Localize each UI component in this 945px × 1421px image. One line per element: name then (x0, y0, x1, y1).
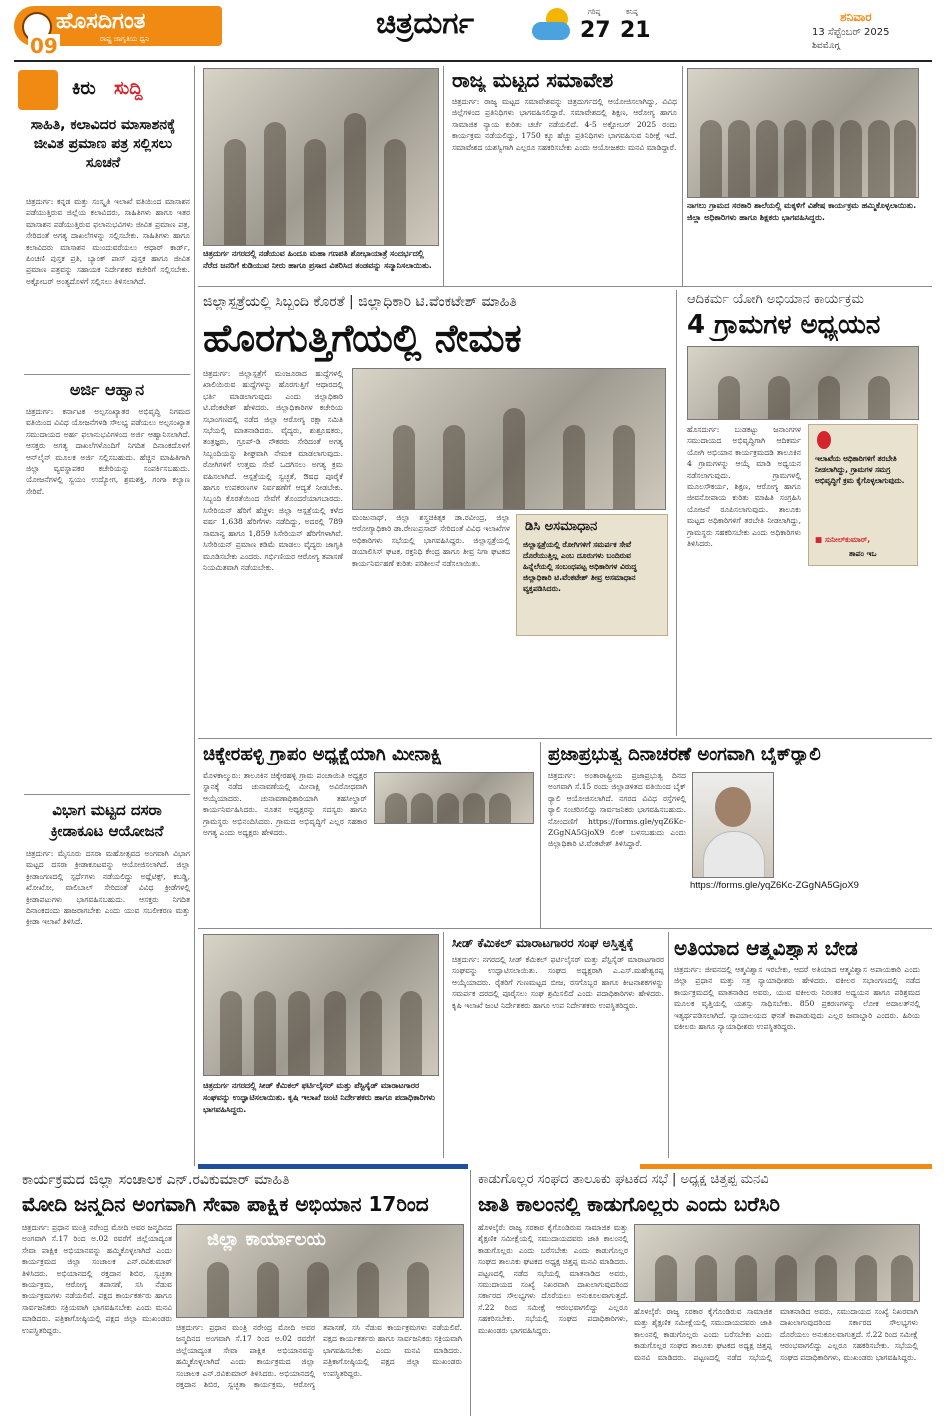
masthead (0, 0, 945, 60)
modi-body: ಚಿತ್ರದುರ್ಗ: ಪ್ರಧಾನ ಮಂತ್ರಿ ನರೇಂದ್ರ ಮೋದಿ ಅವರ ಜನ್ಮದಿನದ ಅಂಗವಾಗಿ ಸೆ.17 ರಿಂದ ಅ.02 ರವರೆಗೆ ಜಿಲ್ಲೆಯಾದ್ಯಂತ ಸೇವಾ ಪಾಕ್ಷಿಕ ಅಭಿಯಾನವನ್ನು ಹಮ್ಮಿಕೊಳ್ಳಲಾಗಿದೆ ಎಂದು ಕಾರ್ಯಕ್ರಮದ ಜಿಲ್ಲಾ ಸಂಚಾಲಕ ಎನ್.ರವಿಕುಮಾರ್ ತಿಳಿಸಿದರು. ಅಭಿಯಾನದಲ್ಲಿ ರಕ್ತದಾನ ಶಿಬಿರ, ಸ್ವಚ್ಛತಾ ಕಾರ್ಯಕ್ರಮ, ಆರೋಗ್ಯ ತಪಾಸಣೆ, ಸಸಿ ನೆಡುವ ಕಾರ್ಯಕ್ರಮಗಳು ನಡೆಯಲಿವೆ. ಪಕ್ಷದ ಕಾರ್ಯಕರ್ತರು ಹಾಗೂ ಸಾರ್ವಜನಿಕರು ಸಕ್ರಿಯವಾಗಿ ಭಾಗವಹಿಸಬೇಕು ಎಂದು ಮನವಿ ಮಾಡಿದರು. ಪತ್ರಿಕಾಗೋಷ್ಠಿಯಲ್ಲಿ ಪಕ್ಷದ ಜಿಲ್ಲಾ ಮುಖಂಡರು ಉಪಸ್ಥಿತರಿದ್ದರು. (22, 1223, 172, 1335)
rajya-body: ಚಿತ್ರದುರ್ಗ: ರಾಜ್ಯ ಮಟ್ಟದ ಸಮಾವೇಶವನ್ನು ಚಿತ್ರದುರ್ಗದಲ್ಲಿ ಆಯೋಜಿಸಲಾಗಿದ್ದು, ವಿವಿಧ ಜಿಲ್ಲೆಗಳಿಂದ ಪ್ರತಿನಿಧಿಗಳು ಭಾಗವಹಿಸಲಿದ್ದಾರೆ. ಸಮಾವೇಶದಲ್ಲಿ ಶಿಕ್ಷಣ, ಆರೋಗ್ಯ ಹಾಗೂ ಸಾಮಾಜಿಕ ನ್ಯಾಯ ಕುರಿತು ಚರ್ಚೆ ನಡೆಯಲಿದೆ. 4-5 ಅಕ್ಟೋಬರ್ 2025 ರಂದು ಕಾರ್ಯಕ್ರಮ ನಡೆಯಲಿದ್ದು, 1750 ಕ್ಕೂ ಹೆಚ್ಚು ಪ್ರತಿನಿಧಿಗಳು ಭಾಗವಹಿಸುವ ನಿರೀಕ್ಷೆ ಇದೆ. ಸಮಾವೇಶದ ಯಶಸ್ವಿಗಾಗಿ ಎಲ್ಲರೂ ಸಹಕರಿಸಬೇಕು ಎಂದು ಆಯೋಜಕರು ಮನವಿ ಮಾಡಿದ್ದಾರೆ. (452, 97, 677, 152)
issue-place: ಶಿವಮೊಗ್ಗ (812, 41, 840, 51)
modi-headline: ಮೋದಿ ಜನ್ಮದಿನ ಅಂಗವಾಗಿ ಸೇವಾ ಪಾಕ್ಷಿಕ ಅಭಿಯಾನ 17ರಿಂದ (22, 1192, 429, 1216)
kadugolla-body-cont: ಹೊಳಲ್ಕೆರೆ: ರಾಜ್ಯ ಸರಕಾರ ಕೈಗೊಂಡಿರುವ ಸಾಮಾಜಿಕ ಮತ್ತು ಶೈಕ್ಷಣಿಕ ಸಮೀಕ್ಷೆಯಲ್ಲಿ ಸಮುದಾಯದವರು ಜಾತಿ ಕಾಲಂನಲ್ಲಿ ಕಾಡುಗೊಲ್ಲರು ಎಂದು ಬರೆಸಬೇಕು ಎಂದು ಕಾಡುಗೊಲ್ಲರ ಸಂಘದ ತಾಲೂಕು ಘಟಕದ ಅಧ್ಯಕ್ಷ ಚಿತ್ತಪ್ಪ ಮನವಿ ಮಾಡಿದರು. ಪಟ್ಟಣದಲ್ಲಿ ನಡೆದ ಸಭೆಯಲ್ಲಿ ಮಾತನಾಡಿದ ಅವರು, ಸಮುದಾಯದ ಸಂಖ್ಯೆ ನಿಖರವಾಗಿ ದಾಖಲಾಗುವುದರಿಂದ ಸರ್ಕಾರದ ಸೌಲಭ್ಯಗಳು ದೊರೆಯಲು ಅನುಕೂಲವಾಗುತ್ತದೆ. ಸೆ.22 ರಿಂದ ಸಮೀಕ್ಷೆ ಆರಂಭವಾಗಲಿದ್ದು ಎಲ್ಲರೂ ಸಹಕರಿಸಬೇಕು. ಸಭೆಯಲ್ಲಿ ಸಂಘದ ಪದಾಧಿಕಾರಿಗಳು, ಮುಖಂಡರು ಭಾಗವಹಿಸಿದ್ದರು. (634, 1307, 918, 1362)
kiru-body-1: ಚಿತ್ರದುರ್ಗ: ಕನ್ನಡ ಮತ್ತು ಸಂಸ್ಕೃತಿ ಇಲಾಖೆ ವತಿಯಿಂದ ಮಾಸಾಶನ ಪಡೆಯುತ್ತಿರುವ ಜಿಲ್ಲೆಯ ಕಲಾವಿದರು, ಸಾಹಿತಿಗಳು ಹಾಗೂ ಇತರ ಮಾಸಾಶನ ಪಡೆಯುತ್ತಿರುವ ಫಲಾನುಭವಿಗಳು ಜೀವಿತ ಪ್ರಮಾಣ ಪತ್ರ, ಸೇರಿದಂತೆ ಅಗತ್ಯ ದಾಖಲೆಗಳನ್ನು ಸಲ್ಲಿಸಬೇಕು. ಸಾಹಿತಿಗಳು ಹಾಗೂ ಕಲಾವಿದರು ಮಾಸಾಶನ ಮುಂದುವರೆಯಲು ಆಧಾರ್ ಕಾರ್ಡ್, ಪಿಂಚಣಿ ಪುಸ್ತಕ ಪ್ರತಿ, ಬ್ಯಾಂಕ್ ಪಾಸ್ ಪುಸ್ತಕ ಹಾಗೂ ಜೀವಿತ ಪ್ರಮಾಣ ಪತ್ರವನ್ನು ಸಹಾಯಕ ನಿರ್ದೇಶಕರ ಕಚೇರಿಗೆ ಸಲ್ಲಿಸಬೇಕು. ಅಕ್ಟೋಬರ್ ಅಂತ್ಯದೊಳಗೆ ಸಲ್ಲಿಸಲು ತಿಳಿಸಲಾಗಿದೆ. (26, 197, 190, 286)
quote-text: ಇಲಾಖೆಯ ಅಧಿಕಾರಿಗಳಿಗೆ ತರಬೇತಿ ನೀಡಲಾಗಿದ್ದು, ಗ್ರಾಮಗಳ ಸಮಗ್ರ ಅಭಿವೃದ್ಧಿಗೆ ಕ್ರಮ ಕೈಗೊಳ್ಳಲಾಗುವುದು. (815, 454, 905, 485)
modi-photo (176, 1224, 464, 1318)
section-divider-orange (640, 1164, 932, 1169)
prajaprabhutva-headline: ಪ್ರಜಾಪ್ರಭುತ್ವ ದಿನಾಚರಣೆ ಅಂಗವಾಗಿ ಬೈಕ್‌ರ್‍ಯಾಲಿ (548, 744, 821, 765)
kiru-headline-3: ವಿಭಾಗ ಮಟ್ಟದ ದಸರಾ ಕ್ರೀಡಾಕೂಟ ಆಯೋಜನೆ (50, 801, 164, 840)
dc-callout-body: ಜಿಲ್ಲಾಸ್ಪತ್ರೆಯಲ್ಲಿ ರೋಗಿಗಳಿಗೆ ಸಮರ್ಪಕ ಸೇವೆ ದೊರೆಯುತ್ತಿಲ್ಲ ಎಂಬ ದೂರುಗಳು ಬಂದಿರುವ ಹಿನ್ನೆಲೆಯಲ್ಲಿ ಸಂಬಂಧಪಟ್ಟ ಅಧಿಕಾರಿಗಳ ವಿರುದ್ಧ ಜಿಲ್ಲಾಧಿಕಾರಿ ಟಿ.ವೆಂಕಟೇಶ್ ತೀವ್ರ ಅಸಮಾಧಾನ ವ್ಯಕ್ತಪಡಿಸಿದರು. (523, 540, 637, 593)
athiyada-headline: ಅತಿಯಾದ ಆತ್ಮವಿಶ್ವಾಸ ಬೇಡ (674, 936, 858, 960)
prajaprabhutva-body: ಚಿತ್ರದುರ್ಗ: ಅಂತಾರಾಷ್ಟ್ರೀಯ ಪ್ರಜಾಪ್ರಭುತ್ವ ದಿನದ ಅಂಗವಾಗಿ ಸೆ.15 ರಂದು ಜಿಲ್ಲಾಡಳಿತದ ವತಿಯಿಂದ ಬೈಕ್ ರ್‍ಯಾಲಿ ಆಯೋಜಿಸಲಾಗಿದೆ. ನಗರದ ವಿವಿಧ ರಸ್ತೆಗಳಲ್ಲಿ ರ್‍ಯಾಲಿ ಸಂಚರಿಸಲಿದ್ದು ಸಾರ್ವಜನಿಕರು ಭಾಗವಹಿಸಬಹುದು. ನೋಂದಣಿಗೆ https://forms.gle/yqZ6Kc-ZGgNA5GjoX9 ಲಿಂಕ್ ಬಳಸಬಹುದು ಎಂದು ಜಿಲ್ಲಾಧಿಕಾರಿ ಟಿ.ವೆಂಕಟೇಶ್ ತಿಳಿಸಿದ್ದಾರೆ. (548, 771, 686, 849)
min-temp: 21 (620, 18, 651, 43)
kadugolla-body: ಹೊಳಲ್ಕೆರೆ: ರಾಜ್ಯ ಸರಕಾರ ಕೈಗೊಂಡಿರುವ ಸಾಮಾಜಿಕ ಮತ್ತು ಶೈಕ್ಷಣಿಕ ಸಮೀಕ್ಷೆಯಲ್ಲಿ ಸಮುದಾಯದವರು ಜಾತಿ ಕಾಲಂನಲ್ಲಿ ಕಾಡುಗೊಲ್ಲರು ಎಂದು ಬರೆಸಬೇಕು ಎಂದು ಕಾಡುಗೊಲ್ಲರ ಸಂಘದ ತಾಲೂಕು ಘಟಕದ ಅಧ್ಯಕ್ಷ ಚಿತ್ತಪ್ಪ ಮನವಿ ಮಾಡಿದರು. ಪಟ್ಟಣದಲ್ಲಿ ನಡೆದ ಸಭೆಯಲ್ಲಿ ಮಾತನಾಡಿದ ಅವರು, ಸಮುದಾಯದ ಸಂಖ್ಯೆ ನಿಖರವಾಗಿ ದಾಖಲಾಗುವುದರಿಂದ ಸರ್ಕಾರದ ಸೌಲಭ್ಯಗಳು ದೊರೆಯಲು ಅನುಕೂಲವಾಗುತ್ತದೆ. ಸೆ.22 ರಿಂದ ಸಮೀಕ್ಷೆ ಆರಂಭವಾಗಲಿದ್ದು ಎಲ್ಲರೂ ಸಹಕರಿಸಬೇಕು. ಸಭೆಯಲ್ಲಿ ಸಂಘದ ಪದಾಧಿಕಾರಿಗಳು, ಮುಖಂಡರು ಭಾಗವಹಿಸಿದ್ದರು. (478, 1223, 628, 1335)
lead-headline: ಹೊರಗುತ್ತಿಗೆಯಲ್ಲಿ ನೇಮಕ (203, 316, 522, 360)
kadugolla-headline: ಜಾತಿ ಕಾಲಂನಲ್ಲಿ ಕಾಡುಗೊಲ್ಲರು ಎಂದು ಬರೆಸಿರಿ (478, 1192, 780, 1216)
finger-icon (18, 70, 58, 110)
adikarmayogi-kicker: ಆದಿಕರ್ಮ ಯೋಗಿ ಅಭಿಯಾನ ಕಾರ್ಯಕ್ರಮ (687, 292, 864, 307)
ganapathi-photo-caption: ಚಿತ್ರದುರ್ಗ ನಗರದಲ್ಲಿ ನಡೆಯುವ ಹಿಂದೂ ಮಹಾ ಗಣಪತಿ ಶೋಭಾಯಾತ್ರೆ ಸಂದರ್ಭದಲ್ಲಿ ನೆರೆದ ಜನರಿಗೆ ಕುಡಿಯುವ ನೀರು ಹಾಗೂ ಪ್ರಸಾದ ವಿತರಿಸಿದ ತಂಡವನ್ನು ಸನ್ಮಾನಿಸಲಾಯಿತು. (203, 249, 432, 270)
dc-callout-title: ಡಿಸಿ ಅಸಮಾಧಾನ (525, 519, 598, 534)
ganapathi-photo (203, 68, 439, 246)
lead-kicker: ಜಿಲ್ಲಾಸ್ಪತ್ರೆಯಲ್ಲಿ ಸಿಬ್ಬಂದಿ ಕೊರತೆ | ಜಿಲ್ಲಾಧಿಕಾರಿ ಟಿ.ವೆಂಕಟೇಶ್ ಮಾಹಿತಿ (203, 294, 517, 310)
quote-author: ■ ಸುನೀಲ್‌ಕುಮಾರ್, (815, 535, 871, 544)
issue-day: ಶನಿವಾರ (840, 10, 872, 24)
kiru-suddi-column (14, 66, 190, 1166)
kiru-label-block (14, 68, 184, 112)
kiru-label-a: ಕಿರು (72, 78, 96, 99)
chikkerahalli-headline: ಚಿಕ್ಕೇರಹಳ್ಳಿ ಗ್ರಾಪಂ ಅಧ್ಯಕ್ಷೆಯಾಗಿ ಮೀನಾಕ್ಷಿ (203, 744, 442, 765)
lead-body-col2: ಮಂಜುನಾಥ್, ಜಿಲ್ಲಾ ಶಸ್ತ್ರಚಿಕಿತ್ಸಕ ಡಾ.ರವೀಂದ್ರ, ಜಿಲ್ಲಾ ಆರೋಗ್ಯಾಧಿಕಾರಿ ಡಾ.ರೇಣುಪ್ರಸಾದ್ ಸೇರಿದಂತೆ ವಿವಿಧ ಇಲಾಖೆಗಳ ಅಧಿಕಾರಿಗಳು ಸಭೆಯಲ್ಲಿ ಭಾಗವಹಿಸಿದ್ದರು. ಜಿಲ್ಲಾಸ್ಪತ್ರೆಯಲ್ಲಿ ಡಯಾಲಿಸಿಸ್ ಘಟಕ, ರಕ್ತನಿಧಿ ಕೇಂದ್ರ ಹಾಗೂ ತೀವ್ರ ನಿಗಾ ಘಟಕದ ಕಾರ್ಯನಿರ್ವಹಣೆ ಕುರಿತು ಪರಿಶೀಲನೆ ನಡೆಸಲಾಯಿತು. (352, 513, 510, 568)
adikarmayogi-photo (687, 346, 919, 420)
rajya-headline: ರಾಜ್ಯ ಮಟ್ಟದ ಸಮಾವೇಶ (452, 68, 614, 92)
adikarmayogi-quote-box (808, 424, 918, 566)
kadugolla-photo (634, 1224, 920, 1302)
modi-kicker: ಕಾರ್ಯಕ್ರಮದ ಜಿಲ್ಲಾ ಸಂಚಾಲಕ ಎನ್.ರವಿಕುಮಾರ್ ಮಾಹಿತಿ (22, 1172, 290, 1188)
max-temp-label: ಗರಿಷ್ಠ (588, 8, 601, 16)
kiru-headline-1: ಸಾಹಿತಿ, ಕಲಾವಿದರ ಮಾಸಾಶನಕ್ಕೆ ಜೀವಿತ ಪ್ರಮಾಣ ಪತ್ರ ಸಲ್ಲಿಸಲು ಸೂಚನೆ (30, 117, 176, 171)
page-number: 09 (30, 34, 58, 58)
dc-callout (516, 514, 668, 636)
section-divider-blue (198, 1164, 468, 1169)
school-photo (687, 68, 919, 198)
seeds-body: ಚಿತ್ರದುರ್ಗ: ನಗರದಲ್ಲಿ ಸೀಡ್ ಕೆಮಿಕಲ್ ಫರ್ಟಿಲೈಸರ್ ಮತ್ತು ಪೆಸ್ಟಿಸೈಡ್ ಮಾರಾಟಗಾರರ ಸಂಘವನ್ನು ಉದ್ಘಾಟಿಸಲಾಯಿತು. ಸಂಘದ ಅಧ್ಯಕ್ಷರಾಗಿ ಎ.ಎಸ್.ಮಹೇಶ್ವರಪ್ಪ ಆಯ್ಕೆಯಾದರು. ರೈತರಿಗೆ ಗುಣಮಟ್ಟದ ಬೀಜ, ರಸಗೊಬ್ಬರ ಹಾಗೂ ಕೀಟನಾಶಕಗಳನ್ನು ಸಮರ್ಪಕ ದರದಲ್ಲಿ ಪೂರೈಸಲು ಸಂಘ ಶ್ರಮಿಸಲಿದೆ ಎಂದು ಪದಾಧಿಕಾರಿಗಳು ಹೇಳಿದರು. ಕೃಷಿ ಇಲಾಖೆ ಜಂಟಿ ನಿರ್ದೇಶಕರು ಹಾಗೂ ಉಪ ನಿರ್ದೇಶಕರು ಉಪಸ್ಥಿತರಿದ್ದರು. (452, 955, 664, 1010)
seeds-photo-caption: ಚಿತ್ರದುರ್ಗ ನಗರದಲ್ಲಿ ಸೀಡ್ ಕೆಮಿಕಲ್ ಫರ್ಟಿಲೈಸರ್ ಮತ್ತು ಪೆಸ್ಟಿಸೈಡ್ ಮಾರಾಟಗಾರರ ಸಂಘವನ್ನು ಉದ್ಘಾಟಿಸಲಾಯಿತು. ಕೃಷಿ ಇಲಾಖೆ ಜಂಟಿ ನಿರ್ದೇಶಕರು ಹಾಗೂ ಪದಾಧಿಕಾರಿಗಳು ಭಾಗವಹಿಸಿದ್ದರು. (203, 1081, 436, 1114)
issue-date: 13 ಸೆಪ್ಟೆಂಬರ್ 2025 (812, 27, 890, 38)
logo-text: ಹೊಸದಿಗಂತ (56, 9, 146, 34)
adikarmayogi-body: ಹೊಸದುರ್ಗ: ಬುಡಕಟ್ಟು ಜನಾಂಗಗಳ ಸಮುದಾಯದ ಅಭಿವೃದ್ಧಿಗಾಗಿ ಆದಿಕರ್ಮ ಯೋಗಿ ಅಭಿಯಾನ ಕಾರ್ಯಕ್ರಮದಡಿ ತಾಲೂಕಿನ 4 ಗ್ರಾಮಗಳನ್ನು ಆಯ್ಕೆ ಮಾಡಿ ಅಧ್ಯಯನ ನಡೆಸಲಾಗುವುದು. ಗ್ರಾಮಗಳಲ್ಲಿ ಮೂಲಸೌಕರ್ಯ, ಶಿಕ್ಷಣ, ಆರೋಗ್ಯ ಹಾಗೂ ಜೀವನೋಪಾಯ ಕುರಿತು ಮಾಹಿತಿ ಸಂಗ್ರಹಿಸಿ ಯೋಜನೆ ರೂಪಿಸಲಾಗುವುದು. ತಾಲೂಕು ಮಟ್ಟದ ಅಧಿಕಾರಿಗಳಿಗೆ ತರಬೇತಿ ನೀಡಲಾಗಿದ್ದು, ಗ್ರಾಮಸ್ಥರು ಸಹಕರಿಸಬೇಕು ಎಂದು ಅಧಿಕಾರಿಗಳು ತಿಳಿಸಿದರು. (687, 425, 801, 549)
quote-drop-icon (817, 431, 831, 449)
logo-tagline: ರಾಷ್ಟ್ರ ಜಾಗೃತಿಯ ಧ್ವನಿ (100, 35, 150, 43)
kiru-body-3: ಚಿತ್ರದುರ್ಗ: ಮೈಸೂರು ದಸರಾ ಮಹೋತ್ಸವದ ಅಂಗವಾಗಿ ವಿಭಾಗ ಮಟ್ಟದ ದಸರಾ ಕ್ರೀಡಾಕೂಟವನ್ನು ಆಯೋಜಿಸಲಾಗಿದೆ. ಜಿಲ್ಲಾ ಕ್ರೀಡಾಂಗಣದಲ್ಲಿ ಸ್ಪರ್ಧೆಗಳು ನಡೆಯಲಿದ್ದು ಅಥ್ಲೆಟಿಕ್ಸ್, ಕಬಡ್ಡಿ, ಖೋಖೋ, ವಾಲಿಬಾಲ್ ಸೇರಿದಂತೆ ವಿವಿಧ ಕ್ರೀಡೆಗಳಲ್ಲಿ ಕ್ರೀಡಾಪಟುಗಳು ಭಾಗವಹಿಸಬಹುದು. ಆಸಕ್ತರು ನಿಗದಿತ ದಿನಾಂಕದಂದು ಹಾಜರಾಗಬೇಕು ಎಂದು ಯುವ ಸಬಲೀಕರಣ ಮತ್ತು ಕ್ರೀಡಾ ಇಲಾಖೆ ತಿಳಿಸಿದೆ. (26, 849, 190, 927)
quote-role: ತಾಪಂ ಇಒ (849, 549, 877, 558)
school-photo-caption: ನಾಗಲು ಗ್ರಾಮದ ಸರಕಾರಿ ಶಾಲೆಯಲ್ಲಿ ಮಕ್ಕಳಿಗೆ ವಿಶೇಷ ಕಾರ್ಯಕ್ರಮ ಹಮ್ಮಿಕೊಳ್ಳಲಾಯಿತು. ಜಿಲ್ಲಾ ಅಧಿಕಾರಿಗಳು ಹಾಗೂ ಶಿಕ್ಷಕರು ಭಾಗವಹಿಸಿದ್ದರು. (687, 201, 917, 222)
meeting-photo (352, 368, 666, 510)
portrait-photo (692, 772, 774, 878)
chikkerahalli-body: ಮೊಳಕಾಲ್ಮುರು: ತಾಲೂಕಿನ ಚಿಕ್ಕೇರಹಳ್ಳಿ ಗ್ರಾಮ ಪಂಚಾಯಿತಿ ಅಧ್ಯಕ್ಷರ ಸ್ಥಾನಕ್ಕೆ ನಡೆದ ಚುನಾವಣೆಯಲ್ಲಿ ಮೀನಾಕ್ಷಿ ಅವಿರೋಧವಾಗಿ ಆಯ್ಕೆಯಾದರು. ಚುನಾವಣಾಧಿಕಾರಿಯಾಗಿ ತಹಸೀಲ್ದಾರ್ ಕಾರ್ಯನಿರ್ವಹಿಸಿದರು. ನೂತನ ಅಧ್ಯಕ್ಷರನ್ನು ಸದಸ್ಯರು ಹಾಗೂ ಗ್ರಾಮಸ್ಥರು ಅಭಿನಂದಿಸಿದರು. ಗ್ರಾಮದ ಅಭಿವೃದ್ಧಿಗೆ ಎಲ್ಲರ ಸಹಕಾರ ಅಗತ್ಯ ಎಂದು ಅಧ್ಯಕ್ಷರು ಹೇಳಿದರು. (203, 771, 367, 838)
min-temp-label: ಕನಿಷ್ಠ (626, 8, 638, 16)
chikkerahalli-photo (374, 772, 534, 824)
seeds-headline: ಸೀಡ್ ಕೆಮಿಕಲ್ ಮಾರಾಟಗಾರರ ಸಂಘ ಅಸ್ತಿತ್ವಕ್ಕೆ (452, 936, 634, 950)
weather-sun-cloud-icon (532, 8, 574, 44)
modi-photo-label: ಜಿಲ್ಲಾ ಕಾರ್ಯಾಲಯ (207, 1229, 326, 1250)
max-temp: 27 (580, 18, 611, 43)
kadugolla-kicker: ಕಾಡುಗೊಲ್ಲರ ಸಂಘದ ತಾಲೂಕು ಘಟಕದ ಸಭೆ | ಅಧ್ಯಕ್ಷ ಚಿತ್ತಪ್ಪ ಮನವಿ (478, 1172, 769, 1187)
city-title: ಚಿತ್ರದುರ್ಗ (376, 6, 475, 41)
kiru-body-2: ಚಿತ್ರದುರ್ಗ: ಕರ್ನಾಟಕ ಅಲ್ಪಸಂಖ್ಯಾತರ ಅಭಿವೃದ್ಧಿ ನಿಗಮದ ವತಿಯಿಂದ ವಿವಿಧ ಯೋಜನೆಗಳಡಿ ಸೌಲಭ್ಯ ಪಡೆಯಲು ಅಲ್ಪಸಂಖ್ಯಾತ ಸಮುದಾಯದ ಅರ್ಹ ಫಲಾನುಭವಿಗಳಿಂದ ಅರ್ಜಿ ಆಹ್ವಾನಿಸಲಾಗಿದೆ. ಆಸಕ್ತರು ಅಗತ್ಯ ದಾಖಲೆಗಳೊಂದಿಗೆ ನಿಗದಿತ ದಿನಾಂಕದೊಳಗೆ ಆನ್‌ಲೈನ್ ಮೂಲಕ ಅರ್ಜಿ ಸಲ್ಲಿಸಬಹುದು. ಹೆಚ್ಚಿನ ಮಾಹಿತಿಗಾಗಿ ಜಿಲ್ಲಾ ವ್ಯವಸ್ಥಾಪಕರ ಕಚೇರಿಯನ್ನು ಸಂಪರ್ಕಿಸಬಹುದು. ಯೋಜನೆಗಳಲ್ಲಿ ಸ್ವಯಂ ಉದ್ಯೋಗ, ಶ್ರಮಶಕ್ತಿ, ಗಂಗಾ ಕಲ್ಯಾಣ ಸೇರಿವೆ. (26, 407, 190, 496)
lead-body: ಚಿತ್ರದುರ್ಗ: ಜಿಲ್ಲಾಸ್ಪತ್ರೆಗೆ ಮಂಜೂರಾದ ಹುದ್ದೆಗಳಲ್ಲಿ ಖಾಲಿಯಿರುವ ಹುದ್ದೆಗಳನ್ನು ಹೊರಗುತ್ತಿಗೆ ಆಧಾರದಲ್ಲಿ ಭರ್ತಿ ಮಾಡಲಾಗುವುದು ಎಂದು ಜಿಲ್ಲಾಧಿಕಾರಿ ಟಿ.ವೆಂಕಟೇಶ್ ಹೇಳಿದರು. ಜಿಲ್ಲಾಧಿಕಾರಿಗಳ ಕಚೇರಿಯ ಸಭಾಂಗಣದಲ್ಲಿ ನಡೆದ ಜಿಲ್ಲಾ ಆರೋಗ್ಯ ರಕ್ಷಾ ಸಮಿತಿ ಸಭೆಯಲ್ಲಿ ಮಾತನಾಡಿದರು. ವೈದ್ಯರು, ಶುಶ್ರೂಷಕರು, ತಂತ್ರಜ್ಞರು, ಗ್ರೂಪ್-ಡಿ ನೌಕರರು ಸೇರಿದಂತೆ ಅಗತ್ಯ ಸಿಬ್ಬಂದಿಯನ್ನು ಶೀಘ್ರವಾಗಿ ನೇಮಕ ಮಾಡಲಾಗುವುದು. ರೋಗಿಗಳಿಗೆ ಉತ್ತಮ ಸೇವೆ ಒದಗಿಸಲು ಅಗತ್ಯ ಕ್ರಮ ವಹಿಸಲಾಗಿದೆ. ಆಸ್ಪತ್ರೆಯಲ್ಲಿ ಸ್ವಚ್ಛತೆ, ಔಷಧ ಪೂರೈಕೆ ಹಾಗೂ ಉಪಕರಣಗಳ ನಿರ್ವಹಣೆಗೆ ಆದ್ಯತೆ ನೀಡಬೇಕು. ಸಿಬ್ಬಂದಿ ಕೊರತೆಯಿಂದ ಸೇವೆಗೆ ತೊಂದರೆಯಾಗಬಾರದು. ಸಿಸೇರಿಯನ್ ಹೆರಿಗೆ ಹೆಚ್ಚಳ: ಜಿಲ್ಲಾ ಆಸ್ಪತ್ರೆಯಲ್ಲಿ ಕಳೆದ ವರ್ಷ 1,638 ಹೆರಿಗೆಗಳು ನಡೆದಿದ್ದು, ಅದರಲ್ಲಿ 789 ಸಾಮಾನ್ಯ ಹಾಗೂ 1,859 ಸಿಸೇರಿಯನ್ ಹೆರಿಗೆಗಳಾಗಿವೆ. ಸಿಸೇರಿಯನ್ ಪ್ರಮಾಣ ಕಡಿಮೆ ಮಾಡಲು ವೈದ್ಯರು ಜಾಗೃತಿ ಮೂಡಿಸಬೇಕು ಎಂದರು. ಗರ್ಭಿಣಿಯರ ಆರೋಗ್ಯ ತಪಾಸಣೆ ನಿಯಮಿತವಾಗಿ ನಡೆಯಬೇಕು. (203, 369, 343, 572)
kiru-label-b: ಸುದ್ದಿ (114, 78, 143, 99)
modi-body-cont: ಚಿತ್ರದುರ್ಗ: ಪ್ರಧಾನ ಮಂತ್ರಿ ನರೇಂದ್ರ ಮೋದಿ ಅವರ ಜನ್ಮದಿನದ ಅಂಗವಾಗಿ ಸೆ.17 ರಿಂದ ಅ.02 ರವರೆಗೆ ಜಿಲ್ಲೆಯಾದ್ಯಂತ ಸೇವಾ ಪಾಕ್ಷಿಕ ಅಭಿಯಾನವನ್ನು ಹಮ್ಮಿಕೊಳ್ಳಲಾಗಿದೆ ಎಂದು ಕಾರ್ಯಕ್ರಮದ ಜಿಲ್ಲಾ ಸಂಚಾಲಕ ಎನ್.ರವಿಕುಮಾರ್ ತಿಳಿಸಿದರು. ಅಭಿಯಾನದಲ್ಲಿ ರಕ್ತದಾನ ಶಿಬಿರ, ಸ್ವಚ್ಛತಾ ಕಾರ್ಯಕ್ರಮ, ಆರೋಗ್ಯ ತಪಾಸಣೆ, ಸಸಿ ನೆಡುವ ಕಾರ್ಯಕ್ರಮಗಳು ನಡೆಯಲಿವೆ. ಪಕ್ಷದ ಕಾರ್ಯಕರ್ತರು ಹಾಗೂ ಸಾರ್ವಜನಿಕರು ಸಕ್ರಿಯವಾಗಿ ಭಾಗವಹಿಸಬೇಕು ಎಂದು ಮನವಿ ಮಾಡಿದರು. ಪತ್ರಿಕಾಗೋಷ್ಠಿಯಲ್ಲಿ ಪಕ್ಷದ ಜಿಲ್ಲಾ ಮುಖಂಡರು ಉಪಸ್ಥಿತರಿದ್ದರು. (176, 1323, 462, 1390)
registration-link[interactable]: https://forms.gle/yqZ6Kc-ZGgNA5GjoX9 (690, 880, 859, 891)
adikarmayogi-headline: 4 ಗ್ರಾಮಗಳ ಅಧ್ಯಯನ (687, 310, 881, 340)
kiru-headline-2: ಅರ್ಜಿ ಆಹ್ವಾನ (69, 380, 145, 399)
athiyada-body: ಚಿತ್ರದುರ್ಗ: ಜೀವನದಲ್ಲಿ ಆತ್ಮವಿಶ್ವಾಸ ಇರಬೇಕು, ಆದರೆ ಅತಿಯಾದ ಆತ್ಮವಿಶ್ವಾಸ ಅಪಾಯಕಾರಿ ಎಂದು ಜಿಲ್ಲಾ ಪ್ರಧಾನ ಮತ್ತು ಸತ್ರ ನ್ಯಾಯಾಧೀಶರು ಹೇಳಿದರು. ವಕೀಲರ ಸಭಾಂಗಣದಲ್ಲಿ ನಡೆದ ಕಾರ್ಯಕ್ರಮದಲ್ಲಿ ಮಾತನಾಡಿದ ಅವರು, ಯುವ ವಕೀಲರು ನಿರಂತರ ಅಧ್ಯಯನ ಹಾಗೂ ಪರಿಶ್ರಮದ ಮೂಲಕ ವೃತ್ತಿಯಲ್ಲಿ ಯಶಸ್ಸು ಸಾಧಿಸಬೇಕು. 850 ಪ್ರಕರಣಗಳನ್ನು ಲೋಕ ಅದಾಲತ್‌ನಲ್ಲಿ ಇತ್ಯರ್ಥಪಡಿಸಲಾಗಿದೆ. ನ್ಯಾಯಾಲಯದ ಘನತೆ ಕಾಪಾಡುವುದು ಎಲ್ಲರ ಜವಾಬ್ದಾರಿ ಎಂದರು. ಹಿರಿಯ ವಕೀಲರು ಹಾಗೂ ನ್ಯಾಯಾಧೀಶರು ಉಪಸ್ಥಿತರಿದ್ದರು. (674, 965, 920, 1032)
seeds-photo (203, 934, 439, 1076)
